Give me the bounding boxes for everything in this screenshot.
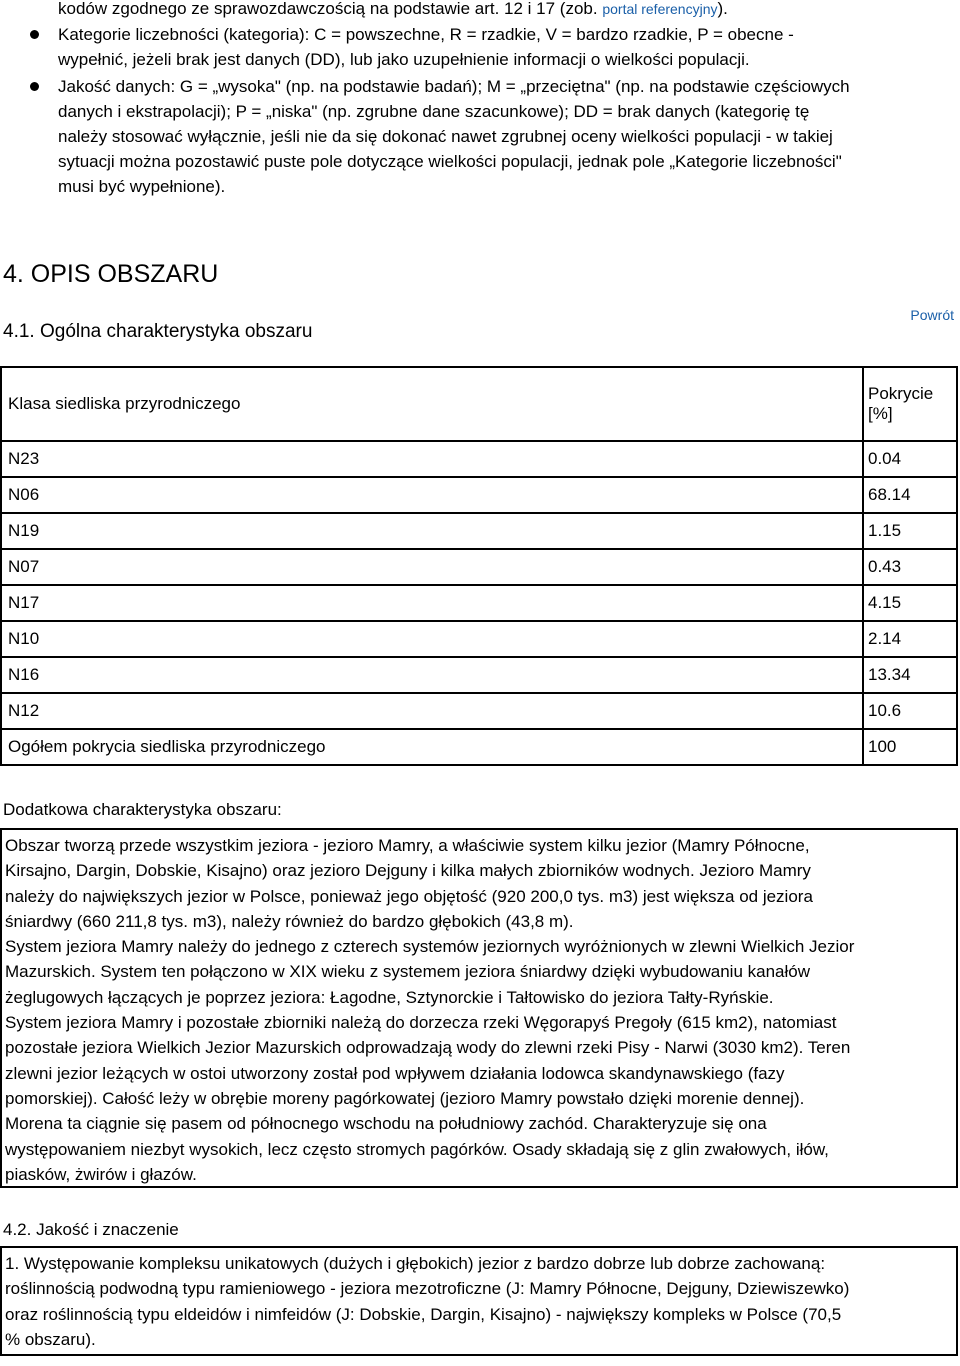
total-label: Ogółem pokrycia siedliska przyrodniczego bbox=[1, 729, 863, 765]
bullet-icon bbox=[30, 30, 39, 39]
portal-link[interactable]: portal referencyjny bbox=[602, 1, 718, 17]
additional-box bbox=[0, 828, 958, 1188]
text-line: Kirsajno, Dargin, Dobskie, Kisajno) oraz jezioro Dejguny i kilka małych zbiorników wodnych. Jezioro Mamry bbox=[5, 861, 811, 881]
habitat-code: N10 bbox=[1, 621, 863, 657]
table-row bbox=[1, 585, 957, 621]
quality-box bbox=[0, 1246, 958, 1356]
table-row bbox=[1, 657, 957, 693]
intro-line-1: kodów zgodnego ze sprawozdawczością na podstawie art. 12 i 17 (zob. portal referencyjny). bbox=[58, 0, 728, 18]
table-row bbox=[1, 441, 957, 477]
habitat-cover: 1.15 bbox=[863, 513, 957, 549]
total-value: 100 bbox=[863, 729, 957, 765]
table-row bbox=[1, 549, 957, 585]
habitat-code: N06 bbox=[1, 477, 863, 513]
habitat-cover: 68.14 bbox=[863, 477, 957, 513]
bullet1-line2: wypełnić, jeżeli brak jest danych (DD), lub jako uzupełnienie informacji o wielkości populacji. bbox=[58, 50, 750, 69]
habitat-cover: 0.04 bbox=[863, 441, 957, 477]
table-row bbox=[1, 513, 957, 549]
text-line: należy do największych jezior w Polsce, ponieważ jego objętość (920 200,0 tys. m3) jest większa od jeziora bbox=[5, 886, 813, 906]
bullet1-line1: Kategorie liczebności (kategoria): C = powszechne, R = rzadkie, V = bardzo rzadkie, P = obecne - bbox=[58, 25, 794, 44]
text-line: oraz roślinnością typu eldeidów i nimfeidów (J: Dobskie, Dargin, Kisajno) - największy kompleks w Polsce (70,5 bbox=[5, 1304, 842, 1324]
table-row bbox=[1, 621, 957, 657]
habitat-code: N12 bbox=[1, 693, 863, 729]
header-cover: Pokrycie [%] bbox=[863, 367, 957, 441]
bullet-icon bbox=[30, 82, 39, 91]
bullet2-line3: należy stosować wyłącznie, jeśli nie da się dokonać nawet zgrubnej oceny wielkości populacji - w takiej bbox=[58, 127, 833, 146]
section-title: 4. OPIS OBSZARU bbox=[3, 260, 219, 288]
habitat-table bbox=[0, 366, 958, 766]
quality-title: 4.2. Jakość i znaczenie bbox=[3, 1220, 179, 1239]
bullet2-line5: musi być wypełnione). bbox=[58, 177, 226, 196]
habitat-code: N07 bbox=[1, 549, 863, 585]
back-link[interactable]: Powrót bbox=[910, 307, 954, 323]
subsection-title: 4.1. Ogólna charakterystyka obszaru bbox=[3, 321, 313, 342]
habitat-cover: 4.15 bbox=[863, 585, 957, 621]
bullet2-line4: sytuacji można pozostawić puste pole dotyczące wielkości populacji, jednak pole „Kategorie liczebności" bbox=[58, 152, 842, 171]
text-line: śniardwy (660 211,8 tys. m3), należy również do bardzo głębokich (43,8 m). bbox=[5, 911, 574, 931]
bullet2-line1: Jakość danych: G = „wysoka" (np. na podstawie badań); M = „przeciętna" (np. na podstawie częściowych bbox=[58, 77, 850, 96]
table-row bbox=[1, 693, 957, 729]
habitat-code: N16 bbox=[1, 657, 863, 693]
text-line: zlewni jezior leżących w ostoi utworzony został pod wpływem działania lodowca skandynawskiego (fazy bbox=[5, 1063, 785, 1083]
habitat-code: N19 bbox=[1, 513, 863, 549]
text-line: % obszaru). bbox=[5, 1329, 96, 1349]
text-line: pomorskiej). Całość leży w obrębie moreny pagórkowatej (jezioro Mamry powstało dzięki morenie dennej). bbox=[5, 1088, 805, 1108]
habitat-cover: 0.43 bbox=[863, 549, 957, 585]
habitat-cover: 13.34 bbox=[863, 657, 957, 693]
header-class: Klasa siedliska przyrodniczego bbox=[1, 367, 863, 441]
text-line: Mazurskich. System ten połączono w XIX wieku z systemem jeziora śniardwy dzięki wybudowaniu kanałów bbox=[5, 962, 811, 982]
additional-label: Dodatkowa charakterystyka obszaru: bbox=[3, 800, 282, 819]
text-line: System jeziora Mamry i pozostałe zbiorniki należą do dorzecza rzeki Węgorapyś Pregoły (615 km2), natomiast bbox=[5, 1013, 837, 1033]
table-total-row bbox=[1, 729, 957, 765]
habitat-code: N23 bbox=[1, 441, 863, 477]
text-line: Obszar tworzą przede wszystkim jeziora - jezioro Mamry, a właściwie system kilku jezior (Mamry Północne, bbox=[5, 836, 810, 855]
bullet2-line2: danych i ekstrapolacji); P = „niska" (np. zgrubne dane szacunkowe); DD = brak danych (kategorię tę bbox=[58, 102, 810, 121]
text-line: pozostałe jeziora Wielkich Jezior Mazurskich odprowadzają wody do zlewni rzeki Pisy - Narwi (3030 km2). Teren bbox=[5, 1038, 851, 1058]
habitat-cover: 2.14 bbox=[863, 621, 957, 657]
text-line: System jeziora Mamry należy do jednego z czterech systemów jeziornych wyróżnionych w zlewni Wielkich Jezior bbox=[5, 937, 855, 957]
text-line: występowaniem niezbyt wysokich, lecz często stromych pagórków. Osady składają się z glin zwałowych, iłów, bbox=[5, 1139, 829, 1159]
text-line: roślinnością podwodną typu ramieniowego - jeziora mezotroficzne (J: Mamry Północne, Dejguny, Dziewiszewko) bbox=[5, 1279, 850, 1299]
text-line: Morena ta ciągnie się pasem od północnego wschodu na południowy zachód. Charakteryzuje się ona bbox=[5, 1114, 767, 1134]
table-row bbox=[1, 477, 957, 513]
text-line: żeglugowych łączących je poprzez jeziora: Łagodne, Sztynorckie i Tałtowisko do jeziora Tałty-Ryńskie. bbox=[5, 987, 774, 1007]
habitat-code: N17 bbox=[1, 585, 863, 621]
table-header-row bbox=[1, 367, 957, 441]
text-line: 1. Występowanie kompleksu unikatowych (dużych i głębokich) jezior z bardzo dobrze lub dobrze zachowaną: bbox=[5, 1254, 826, 1273]
habitat-cover: 10.6 bbox=[863, 693, 957, 729]
text-line: piasków, żwirów i głazów. bbox=[5, 1164, 197, 1184]
